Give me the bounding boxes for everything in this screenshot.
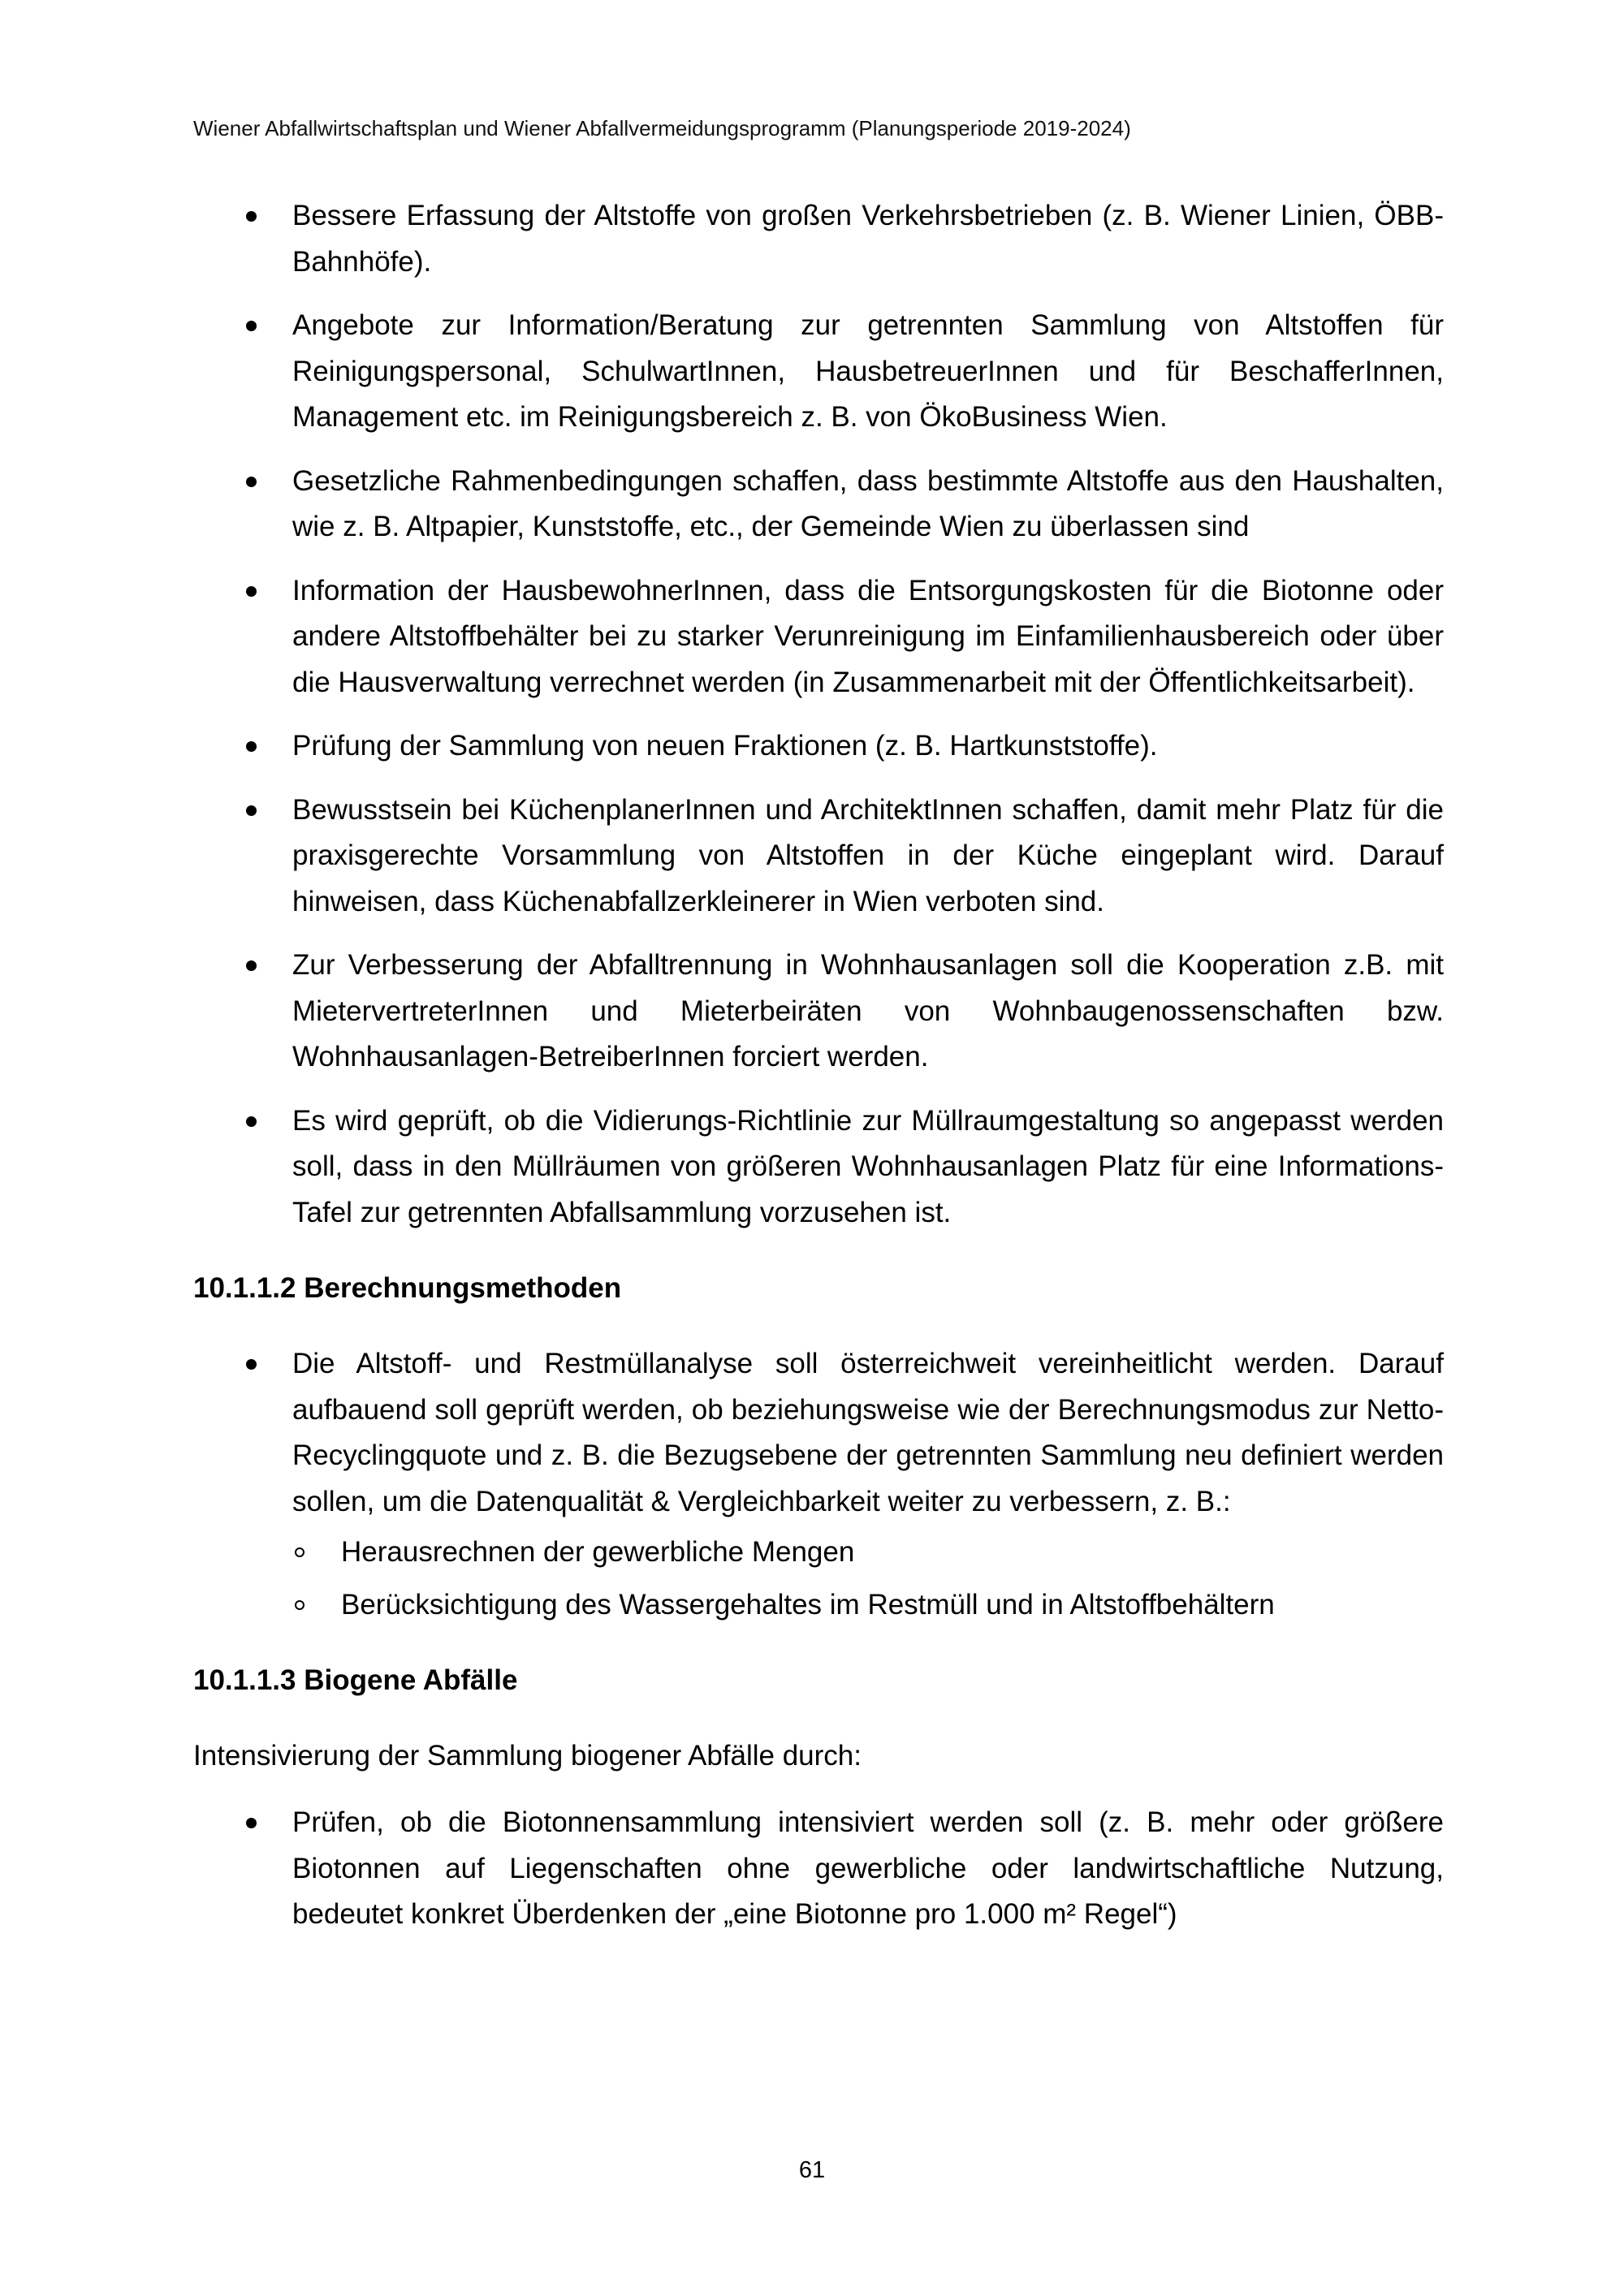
bullet-icon: [246, 741, 257, 752]
sub-list: [292, 1530, 1444, 1628]
list-item: [193, 1341, 1444, 1628]
list-item-text: Die Altstoff- und Restmüllanalyse soll österreichweit vereinheitlicht werden. Darauf aufbauend soll geprüft werden, ob beziehungsweise wie der Berechnungsmodus zur Netto-Recyclingquote und z. B. die Bezugsebene der getrennten Sammlung neu definiert werden sollen, um die Datenqualität & Vergleichbarkeit weiter zu verbessern, z. B.:: [292, 1348, 1444, 1517]
list-item-text: Prüfen, ob die Biotonnensammlung intensiviert werden soll (z. B. mehr oder größere Biotonnen auf Liegenschaften ohne gewerbliche oder landwirtschaftliche Nutzung, bedeutet konkret Überdenken der „eine Biotonne pro 1.000 m² Regel“): [292, 1806, 1444, 1930]
list-item: [193, 193, 1444, 285]
list-item-text: Bessere Erfassung der Altstoffe von großen Verkehrsbetrieben (z. B. Wiener Linien, ÖBB-Bahnhöfe).: [292, 200, 1444, 278]
list-item-text: Information der HausbewohnerInnen, dass die Entsorgungskosten für die Biotonne oder andere Altstoffbehälter bei zu starker Verunreinigung im Einfamilienhausbereich oder über die Hausverwaltung verrechnet werden (in Zusammenarbeit mit der Öffentlichkeitsarbeit).: [292, 574, 1444, 698]
list-item: [193, 943, 1444, 1081]
circle-bullet-icon: [295, 1547, 304, 1557]
section-intro: Intensivierung der Sammlung biogener Abfälle durch:: [193, 1740, 862, 1772]
measures-list: [193, 193, 1444, 1236]
berechnungsmethoden-list: [193, 1341, 1444, 1628]
list-item-text: Gesetzliche Rahmenbedingungen schaffen, dass bestimmte Altstoffe aus den Haushalten, wie z. B. Altpapier, Kunststoffe, etc., der Gemeinde Wien zu überlassen sind: [292, 464, 1444, 542]
list-item: [193, 568, 1444, 706]
bullet-icon: [246, 1359, 257, 1370]
bullet-icon: [246, 477, 257, 487]
list-item: [193, 723, 1444, 770]
list-item-text: Zur Verbesserung der Abfalltrennung in Wohnhausanlagen soll die Kooperation z.B. mit MietervertreterInnen und Mieterbeiräten von Wohnbaugenossenschaften bzw. Wohnhausanlagen-BetreiberInnen forciert werden.: [292, 949, 1444, 1072]
list-item-text: Bewusstsein bei KüchenplanerInnen und ArchitektInnen schaffen, damit mehr Platz für die praxisgerechte Vorsammlung von Altstoffen in der Küche eingeplant wird. Darauf hinweisen, dass Küchenabfallzerkleinerer in Wien verboten sind.: [292, 793, 1444, 917]
bullet-icon: [246, 1818, 257, 1828]
section-heading-biogene-abfaelle: 10.1.1.3 Biogene Abfälle: [193, 1664, 518, 1696]
page-number: 61: [798, 2157, 826, 2183]
sub-list-item-text: Herausrechnen der gewerbliche Mengen: [341, 1536, 855, 1568]
bullet-icon: [246, 321, 257, 331]
bullet-icon: [246, 805, 257, 816]
bullet-icon: [246, 960, 257, 971]
bullet-icon: [246, 211, 257, 222]
section-heading-berechnungsmethoden: 10.1.1.2 Berechnungsmethoden: [193, 1272, 622, 1304]
list-item: [193, 459, 1444, 550]
biogene-abfaelle-list: [193, 1800, 1444, 1938]
list-item: [193, 1098, 1444, 1236]
list-item-text: Es wird geprüft, ob die Vidierungs-Richtlinie zur Müllraumgestaltung so angepasst werden soll, dass in den Müllräumen von größeren Wohnhausanlagen Platz für eine Informations-Tafel zur getrennten Abfallsammlung vorzusehen ist.: [292, 1104, 1444, 1228]
sub-list-item: [292, 1582, 1444, 1629]
list-item-text: Angebote zur Information/Beratung zur getrennten Sammlung von Altstoffen für Reinigungspersonal, SchulwartInnen, HausbetreuerInnen und für BeschafferInnen, Management etc. im Reinigungsbereich z. B. von ÖkoBusiness Wien.: [292, 309, 1444, 433]
bullet-icon: [246, 586, 257, 597]
list-item-text: Prüfung der Sammlung von neuen Fraktionen (z. B. Hartkunststoffe).: [292, 730, 1158, 762]
circle-bullet-icon: [295, 1600, 304, 1610]
list-item: [193, 303, 1444, 441]
running-header: Wiener Abfallwirtschaftsplan und Wiener Abfallvermeidungsprogramm (Planungsperiode 2019-2024): [193, 116, 1131, 140]
list-item: [193, 1800, 1444, 1938]
list-item: [193, 788, 1444, 926]
sub-list-item: [292, 1530, 1444, 1576]
sub-list-item-text: Berücksichtigung des Wassergehaltes im Restmüll und in Altstoffbehältern: [341, 1588, 1275, 1621]
page-content: [193, 193, 1444, 1956]
bullet-icon: [246, 1116, 257, 1127]
